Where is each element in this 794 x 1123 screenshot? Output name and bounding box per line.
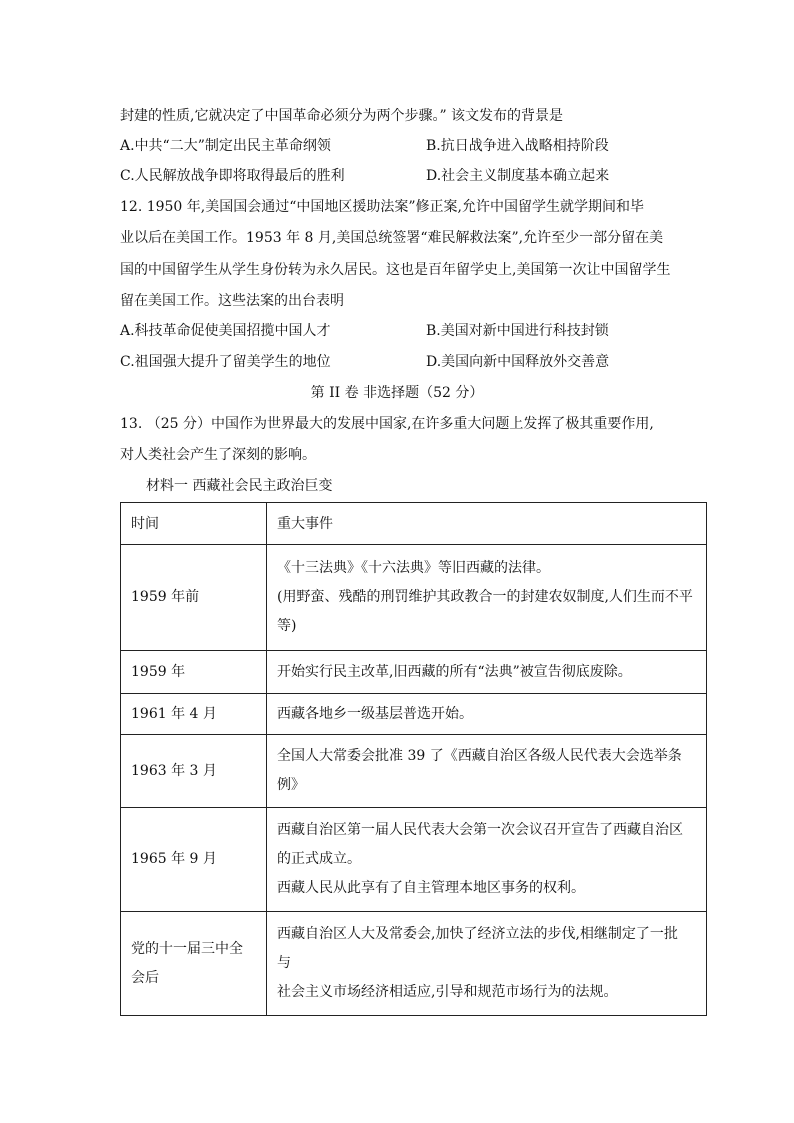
q13-line: 13. （25 分）中国作为世界最大的发展中国家,在许多重大问题上发挥了极其重要作用, <box>120 416 654 432</box>
material-title: 材料一 西藏社会民主政治巨变 <box>146 478 333 494</box>
row-event <box>267 808 707 912</box>
q12-line: 12. 1950 年,美国国会通过“中国地区援助法案”修正案,允许中国留学生就学期间和毕 <box>120 199 645 215</box>
q11-stem-tail: 封建的性质,它就决定了中国革命必须分为两个步骤。” 该文发布的背景是 <box>120 108 564 124</box>
event-line: 例》 <box>277 777 305 793</box>
event-line: 等) <box>277 618 297 634</box>
event-line: 社会主义市场经济相适应,引导和规范市场行为的法规。 <box>277 984 618 1000</box>
row-time <box>121 808 267 912</box>
header-time: 时间 <box>121 503 267 545</box>
time-line: 会后 <box>131 969 159 986</box>
row-time <box>121 651 267 694</box>
q11-option-c[interactable]: C.人民解放战争即将取得最后的胜利 <box>120 168 345 184</box>
table-header-row <box>121 503 707 545</box>
q12-option-b[interactable]: B.美国对新中国进行科技封锁 <box>426 323 609 339</box>
row-event <box>267 735 707 808</box>
row-event <box>267 694 707 735</box>
row-time <box>121 912 267 1016</box>
time-line: 1963 年 3 月 <box>131 762 217 779</box>
q11-option-a[interactable]: A.中共“二大”制定出民主革命纲领 <box>120 138 331 154</box>
time-line: 党的十一届三中全 <box>131 940 243 957</box>
event-line: 《十三法典》《十六法典》等旧西藏的法律。 <box>277 560 550 576</box>
event-line: 的正式成立。 <box>277 851 361 867</box>
table-row <box>121 912 707 1016</box>
events-table <box>120 502 707 1016</box>
row-time <box>121 545 267 651</box>
q13-line: 对人类社会产生了深刻的影响。 <box>120 447 316 463</box>
time-line: 1959 年 <box>131 663 186 680</box>
header-event: 重大事件 <box>267 503 707 545</box>
event-line: 西藏各地乡一级基层普选开始。 <box>277 705 473 722</box>
time-line: 1961 年 4 月 <box>131 705 217 722</box>
event-line: 与 <box>277 955 291 971</box>
q12-line: 业以后在美国工作。1953 年 8 月,美国总统签署“难民解救法案”,允许至少一部分留在美 <box>120 230 664 246</box>
event-line: 开始实行民主改革,旧西藏的所有“法典”被宣告彻底废除。 <box>277 663 632 680</box>
section-title: 第 II 卷 非选择题（52 分） <box>310 385 484 401</box>
row-time <box>121 735 267 808</box>
q12-option-a[interactable]: A.科技革命促使美国招揽中国人才 <box>120 323 331 339</box>
table-row <box>121 808 707 912</box>
table-row <box>121 735 707 808</box>
q12-line: 国的中国留学生从学生身份转为永久居民。这也是百年留学史上,美国第一次让中国留学生 <box>120 262 671 278</box>
row-event <box>267 651 707 694</box>
row-time <box>121 694 267 735</box>
q12-option-c[interactable]: C.祖国强大提升了留美学生的地位 <box>120 354 331 370</box>
time-line: 1959 年前 <box>131 589 200 605</box>
q12-line: 留在美国工作。这些法案的出台表明 <box>120 293 344 309</box>
event-line: 西藏自治区人大及常委会,加快了经济立法的步伐,相继制定了一批 <box>277 926 678 942</box>
table-row <box>121 651 707 694</box>
event-line: 西藏人民从此享有了自主管理本地区事务的权利。 <box>277 880 585 896</box>
table-row <box>121 694 707 735</box>
row-event <box>267 545 707 651</box>
row-event <box>267 912 707 1016</box>
event-line: 西藏自治区第一届人民代表大会第一次会议召开宣告了西藏自治区 <box>277 822 683 838</box>
q11-option-d[interactable]: D.社会主义制度基本确立起来 <box>426 168 610 184</box>
event-line: 全国人大常委会批准 39 了《西藏自治区各级人民代表大会选举条 <box>277 748 682 764</box>
table-row <box>121 545 707 651</box>
time-line: 1965 年 9 月 <box>131 851 217 867</box>
event-line: (用野蛮、残酷的刑罚维护其政教合一的封建农奴制度,人们生而不平 <box>277 589 693 605</box>
q12-option-d[interactable]: D.美国向新中国释放外交善意 <box>426 354 610 370</box>
q11-option-b[interactable]: B.抗日战争进入战略相持阶段 <box>426 138 609 154</box>
